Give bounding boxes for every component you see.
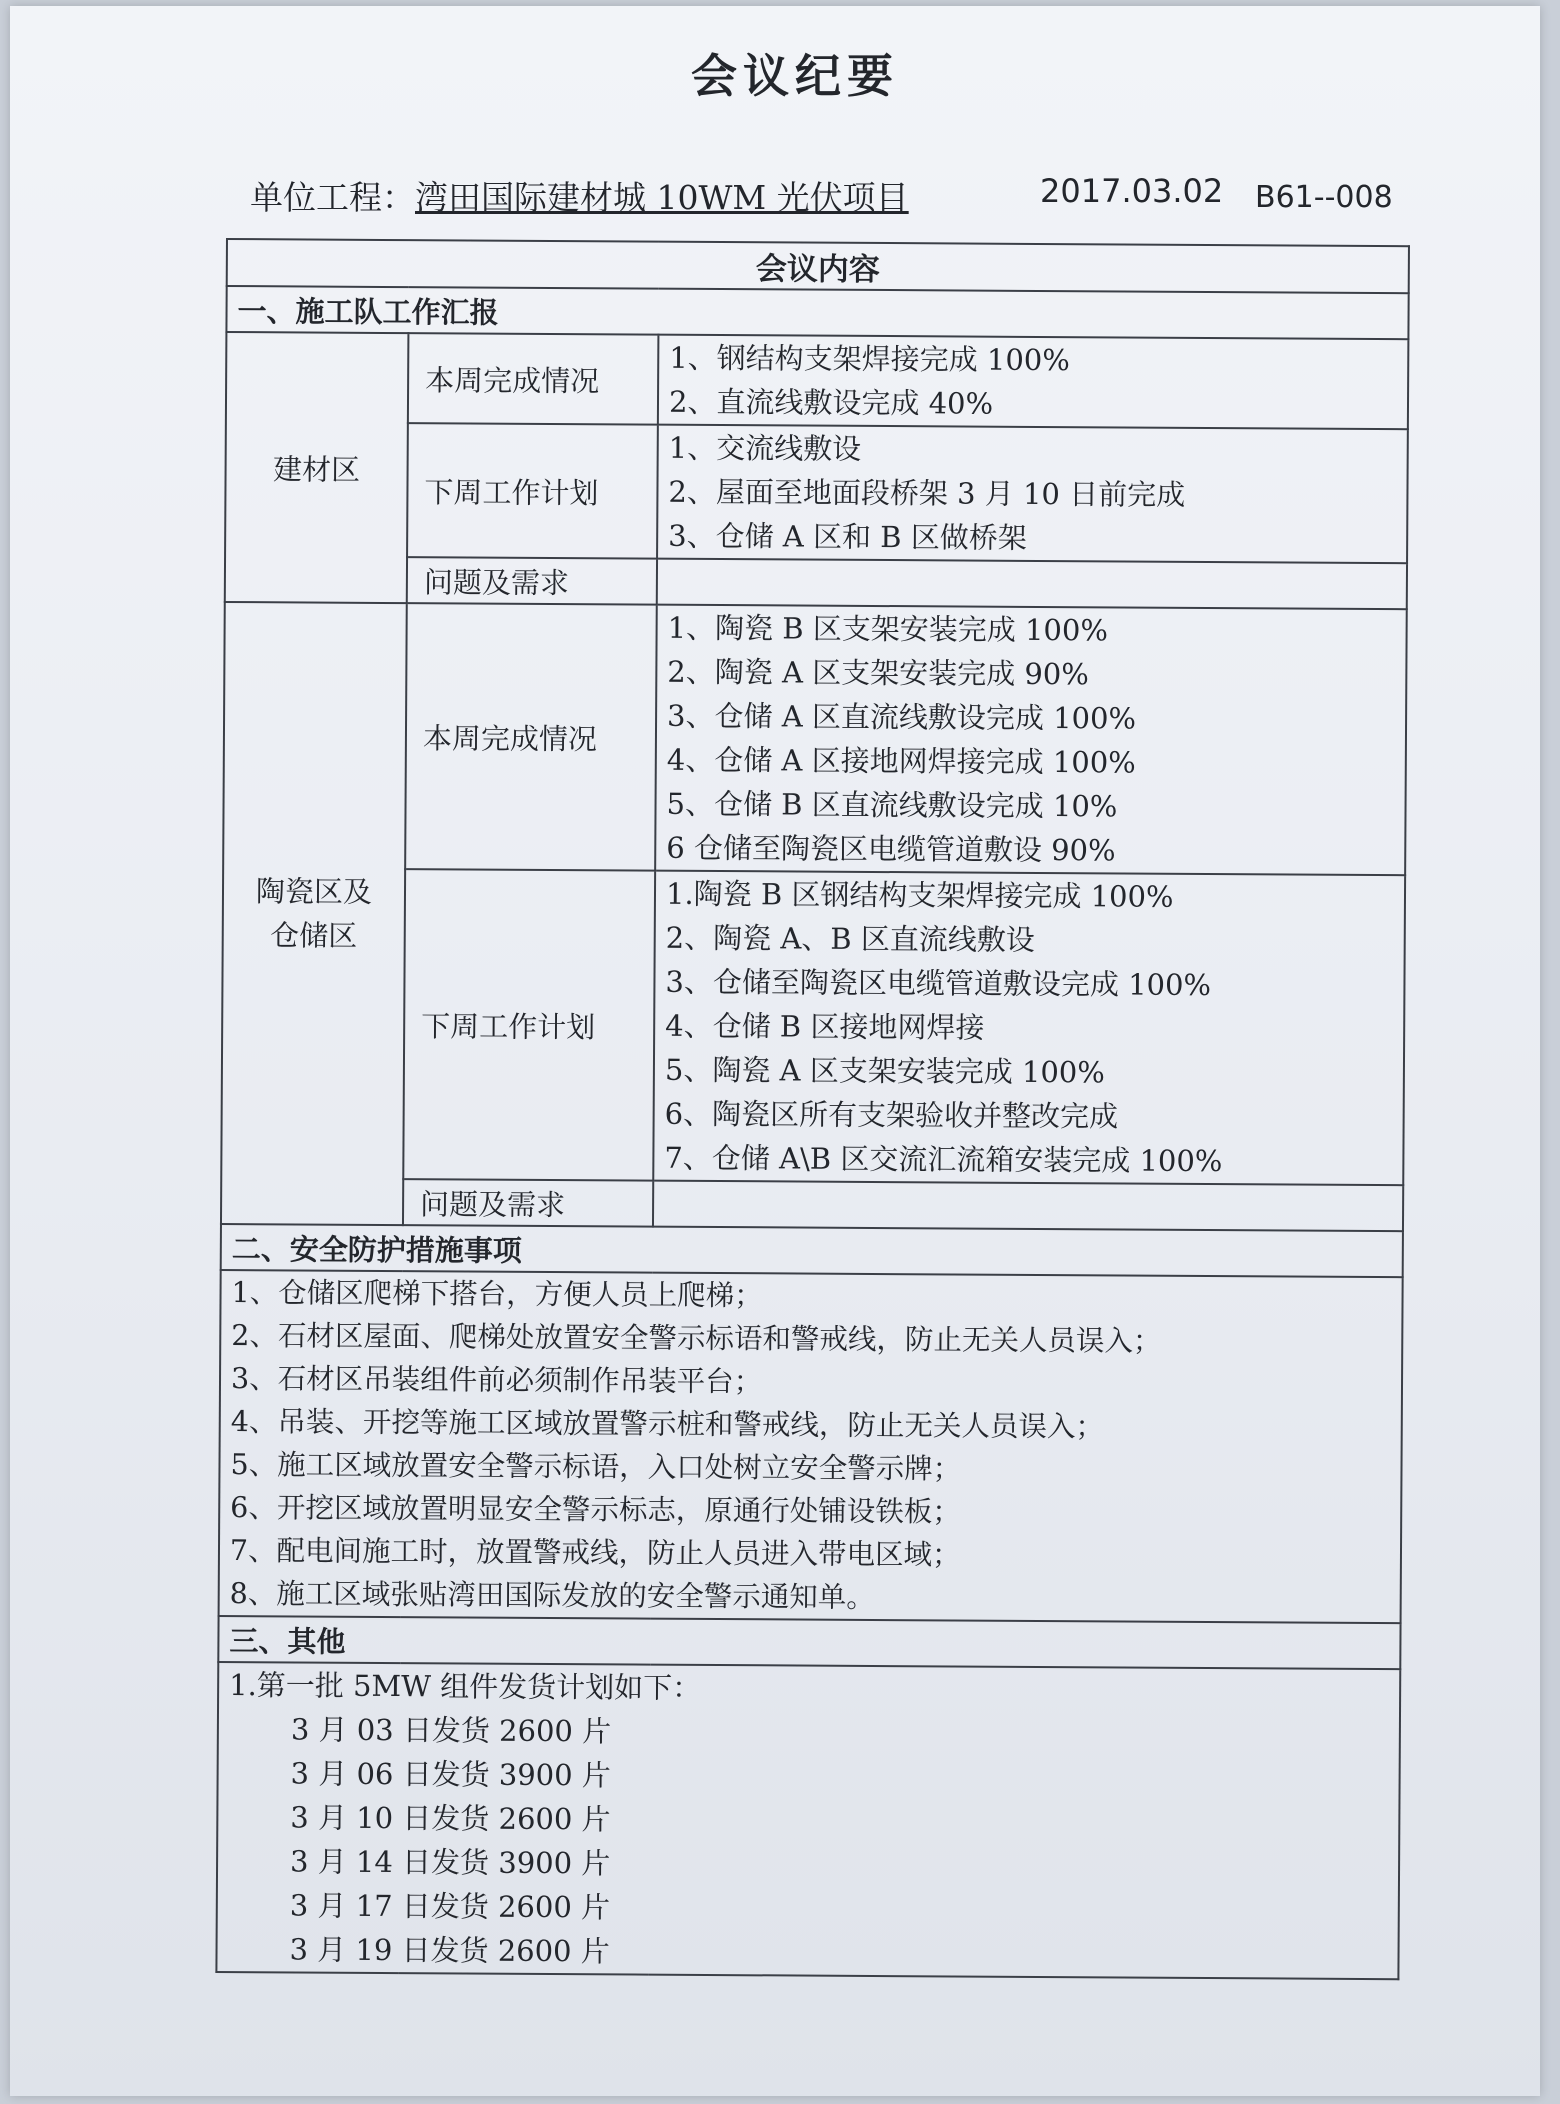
list-item: 4、吊装、开挖等施工区域放置警示桩和警戒线，防止无关人员误入； (230, 1405, 1104, 1444)
row-label-plan: 下周工作计划 (403, 869, 655, 1181)
list-item: 3 月 17 日发货 2600 片 (289, 1888, 611, 1925)
list-item: 7、仓储 A\B 区交流汇流箱安装完成 100% (664, 1140, 1223, 1179)
area-building-materials: 建材区 (225, 332, 409, 603)
list-item: 3 月 10 日发货 2600 片 (290, 1800, 611, 1837)
list-item: 3 月 14 日发货 3900 片 (289, 1844, 611, 1881)
section-3-title: 三、其他 (218, 1616, 1400, 1669)
table-heading: 会议内容 (227, 239, 1409, 293)
list-item: 5、陶瓷 A 区支架安装完成 100% (664, 1052, 1105, 1090)
list-item: 5、仓储 B 区直流线敷设完成 10% (666, 786, 1118, 824)
list-item: 2、屋面至地面段桥架 3 月 10 日前完成 (668, 474, 1186, 512)
row-content-issues (653, 1181, 1403, 1232)
list-item: 2、石材区屋面、爬梯处放置安全警示标语和警戒线，防止无关人员误入； (231, 1319, 1162, 1358)
unit-project-label: 单位工程： (250, 178, 415, 217)
row-label-issues: 问题及需求 (403, 1179, 653, 1227)
list-item: 3 月 03 日发货 2600 片 (290, 1712, 612, 1749)
list-item: 6、开挖区域放置明显安全警示标志，原通行处铺设铁板； (230, 1491, 961, 1529)
row-content-issues (657, 559, 1407, 610)
project-name: 湾田国际建材城 10WM 光伏项目 (415, 178, 909, 217)
list-item: 5、施工区域放置安全警示标语，入口处树立安全警示牌； (230, 1448, 962, 1486)
list-item: 3 月 06 日发货 3900 片 (290, 1756, 611, 1793)
shipment-plan-heading: 1.第一批 5MW 组件发货计划如下： (229, 1668, 702, 1705)
area-name-line-1: 陶瓷区及 (255, 874, 373, 909)
list-item: 6 仓储至陶瓷区电缆管道敷设 90% (666, 830, 1116, 868)
list-item: 1.陶瓷 B 区钢结构支架焊接完成 100% (665, 876, 1174, 914)
list-item: 4、仓储 B 区接地网焊接 (665, 1008, 985, 1045)
list-item: 2、陶瓷 A、B 区直流线敷设 (665, 920, 1035, 957)
other-items-list (216, 1662, 1400, 1979)
minutes-table (215, 238, 1410, 1980)
row-content-plan (657, 425, 1408, 564)
list-item: 2、直流线敷设完成 40% (668, 384, 994, 421)
list-item: 3、仓储至陶瓷区电缆管道敷设完成 100% (665, 964, 1212, 1003)
list-item: 6、陶瓷区所有支架验收并整改完成 (664, 1096, 1119, 1134)
area-name-line-2: 仓储区 (270, 918, 358, 953)
page-title: 会议纪要 (691, 49, 899, 103)
list-item: 4、仓储 A 区接地网焊接完成 100% (666, 742, 1136, 780)
minutes-form (215, 238, 1408, 1980)
row-label-issues: 问题及需求 (407, 557, 657, 605)
list-item: 1、仓储区爬梯下搭台，方便人员上爬梯； (231, 1276, 763, 1313)
row-content-done (655, 605, 1407, 876)
row-content-plan (653, 871, 1405, 1186)
list-item: 7、配电间施工时，放置警戒线，防止人员进入带电区域； (229, 1534, 961, 1572)
row-content-done (658, 335, 1409, 430)
row-label-done: 本周完成情况 (408, 333, 659, 425)
list-item: 3 月 19 日发货 2600 片 (289, 1932, 610, 1969)
list-item: 3、仓储 A 区和 B 区做桥架 (668, 518, 1027, 555)
list-item: 1、交流线敷设 (668, 430, 862, 466)
list-item: 2、陶瓷 A 区支架安装完成 90% (667, 654, 1089, 692)
header-line (250, 172, 1393, 219)
document-code: B61--008 (1255, 180, 1393, 215)
area-ceramic-storage (221, 602, 407, 1225)
meeting-date: 2017.03.02 (1040, 172, 1224, 210)
list-item: 8、施工区域张贴湾田国际发放的安全警示通知单。 (229, 1577, 875, 1614)
list-item: 1、陶瓷 B 区支架安装完成 100% (667, 610, 1109, 648)
list-item: 3、石材区吊装组件前必须制作吊装平台； (230, 1362, 763, 1399)
list-item: 1、钢结构支架焊接完成 100% (669, 340, 1070, 378)
section-1-title: 一、施工队工作汇报 (226, 286, 1408, 339)
section-2-title: 二、安全防护措施事项 (221, 1224, 1403, 1277)
list-item: 3、仓储 A 区直流线敷设完成 100% (666, 698, 1137, 736)
row-label-plan: 下周工作计划 (407, 423, 658, 559)
row-label-done: 本周完成情况 (405, 603, 657, 871)
safety-measures-list (219, 1270, 1403, 1623)
